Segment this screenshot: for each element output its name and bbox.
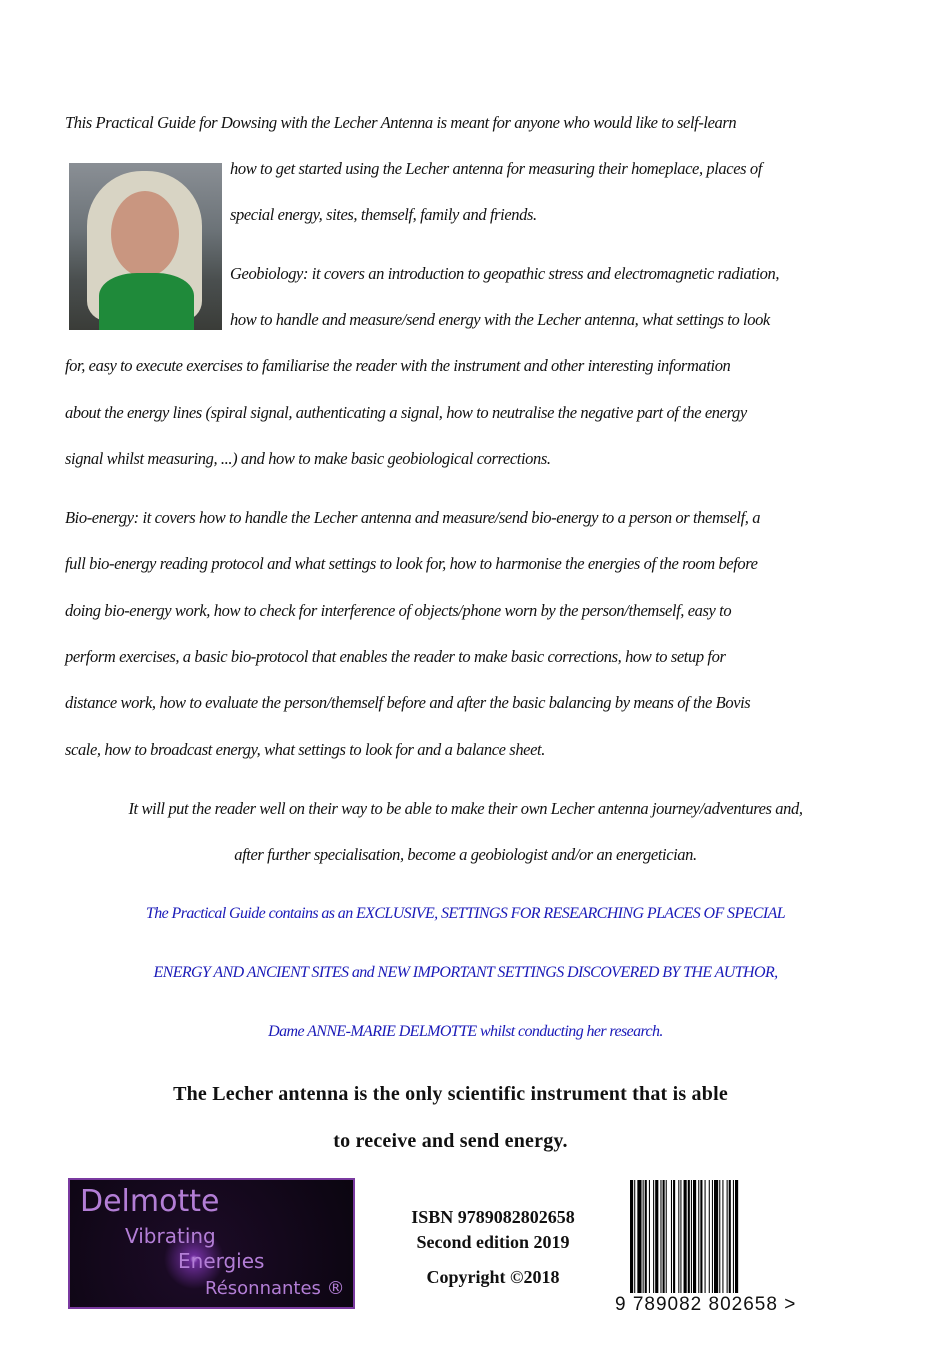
logo-text: Delmotte	[80, 1184, 220, 1219]
geobiology-line: Geobiology: it covers an introduction to geopathic stress and electromagnetic radiation,	[230, 264, 780, 283]
barcode-bar	[643, 1180, 644, 1293]
barcode-bar	[733, 1180, 734, 1293]
barcode-bar	[666, 1180, 667, 1293]
barcode-bar	[634, 1180, 635, 1293]
tagline-line: to receive and send energy.	[333, 1130, 568, 1152]
barcode-bar	[698, 1180, 699, 1293]
geobiology-line: signal whilst measuring, ...) and how to make basic geobiological corrections.	[65, 449, 551, 468]
barcode-bar	[691, 1180, 692, 1293]
barcode-bar	[663, 1180, 665, 1293]
logo-text: Vibrating	[125, 1224, 216, 1248]
barcode	[630, 1180, 800, 1293]
geobiology-line: for, easy to execute exercises to familiarise the reader with the instrument and other interesting information	[65, 356, 731, 375]
barcode-bar	[719, 1180, 720, 1293]
barcode-bar	[673, 1180, 675, 1293]
closing-line: It will put the reader well on their way to be able to make their own Lecher antenna journey/adventures and,	[128, 799, 803, 818]
barcode-bar	[645, 1180, 647, 1293]
barcode-bar	[680, 1180, 681, 1293]
geobiology-line: how to handle and measure/send energy with the Lecher antenna, what settings to look	[230, 310, 770, 329]
barcode-bar	[630, 1180, 633, 1293]
logo-text: Energies	[178, 1249, 265, 1273]
bioenergy-line: full bio-energy reading protocol and what settings to look for, how to harmonise the energies of the room before	[65, 554, 758, 573]
bioenergy-line: doing bio-energy work, how to check for interference of objects/phone worn by the person/themself, easy to	[65, 601, 732, 620]
barcode-bar	[709, 1180, 710, 1293]
tagline-line: The Lecher antenna is the only scientific instrument that is able	[173, 1083, 728, 1105]
barcode-bar	[678, 1180, 679, 1293]
barcode-bar	[729, 1180, 731, 1293]
bioenergy-line: distance work, how to evaluate the person/themself before and after the basic balancing by means of the Bovis	[65, 693, 751, 712]
intro-line: This Practical Guide for Dowsing with the Lecher Antenna is meant for anyone who would like to self-learn	[65, 113, 737, 132]
intro-line: special energy, sites, themself, family and friends.	[230, 205, 537, 224]
bioenergy-line: perform exercises, a basic bio-protocol that enables the reader to make basic corrections, how to setup for	[65, 647, 726, 666]
closing-line: after further specialisation, become a geobiologist and/or an energetician.	[234, 845, 697, 864]
barcode-bar	[727, 1180, 728, 1293]
author-photo	[69, 163, 222, 330]
barcode-bar	[735, 1180, 738, 1293]
barcode-bar	[705, 1180, 706, 1293]
barcode-bar	[700, 1180, 702, 1293]
barcode-bar	[655, 1180, 658, 1293]
barcode-bar	[722, 1180, 723, 1293]
isbn: ISBN 9789082802658	[411, 1207, 575, 1227]
exclusive-line: Dame ANNE-MARIE DELMOTTE whilst conducting her research.	[268, 1023, 663, 1040]
barcode-bar	[684, 1180, 687, 1293]
barcode-digits: 9 789082 802658 >	[615, 1294, 797, 1315]
bioenergy-line: scale, how to broadcast energy, what settings to look for and a balance sheet.	[65, 740, 545, 759]
barcode-bar	[712, 1180, 713, 1293]
geobiology-line: about the energy lines (spiral signal, authenticating a signal, how to neutralise the negative part of the energy	[65, 403, 747, 422]
barcode-bar	[649, 1180, 650, 1293]
bioenergy-line: Bio-energy: it covers how to handle the Lecher antenna and measure/send bio-energy to a person or themself, a	[65, 508, 761, 527]
logo-text: Résonnantes ®	[205, 1278, 345, 1299]
barcode-bar	[671, 1180, 672, 1293]
barcode-bar	[637, 1180, 641, 1293]
barcode-bar	[693, 1180, 696, 1293]
exclusive-line: The Practical Guide contains as an EXCLUSIVE, SETTINGS FOR RESEARCHING PLACES OF SPECIAL	[145, 905, 786, 922]
copyright: Copyright ©2018	[426, 1267, 560, 1287]
barcode-bar	[688, 1180, 690, 1293]
publisher-logo	[68, 1178, 355, 1309]
intro-line: how to get started using the Lecher antenna for measuring their homeplace, places of	[230, 159, 762, 178]
barcode-bar	[653, 1180, 654, 1293]
barcode-bar	[714, 1180, 718, 1293]
barcode-bar	[660, 1180, 661, 1293]
exclusive-line: ENERGY AND ANCIENT SITES and NEW IMPORTANT SETTINGS DISCOVERED BY THE AUTHOR,	[153, 964, 778, 981]
edition: Second edition 2019	[416, 1232, 570, 1252]
